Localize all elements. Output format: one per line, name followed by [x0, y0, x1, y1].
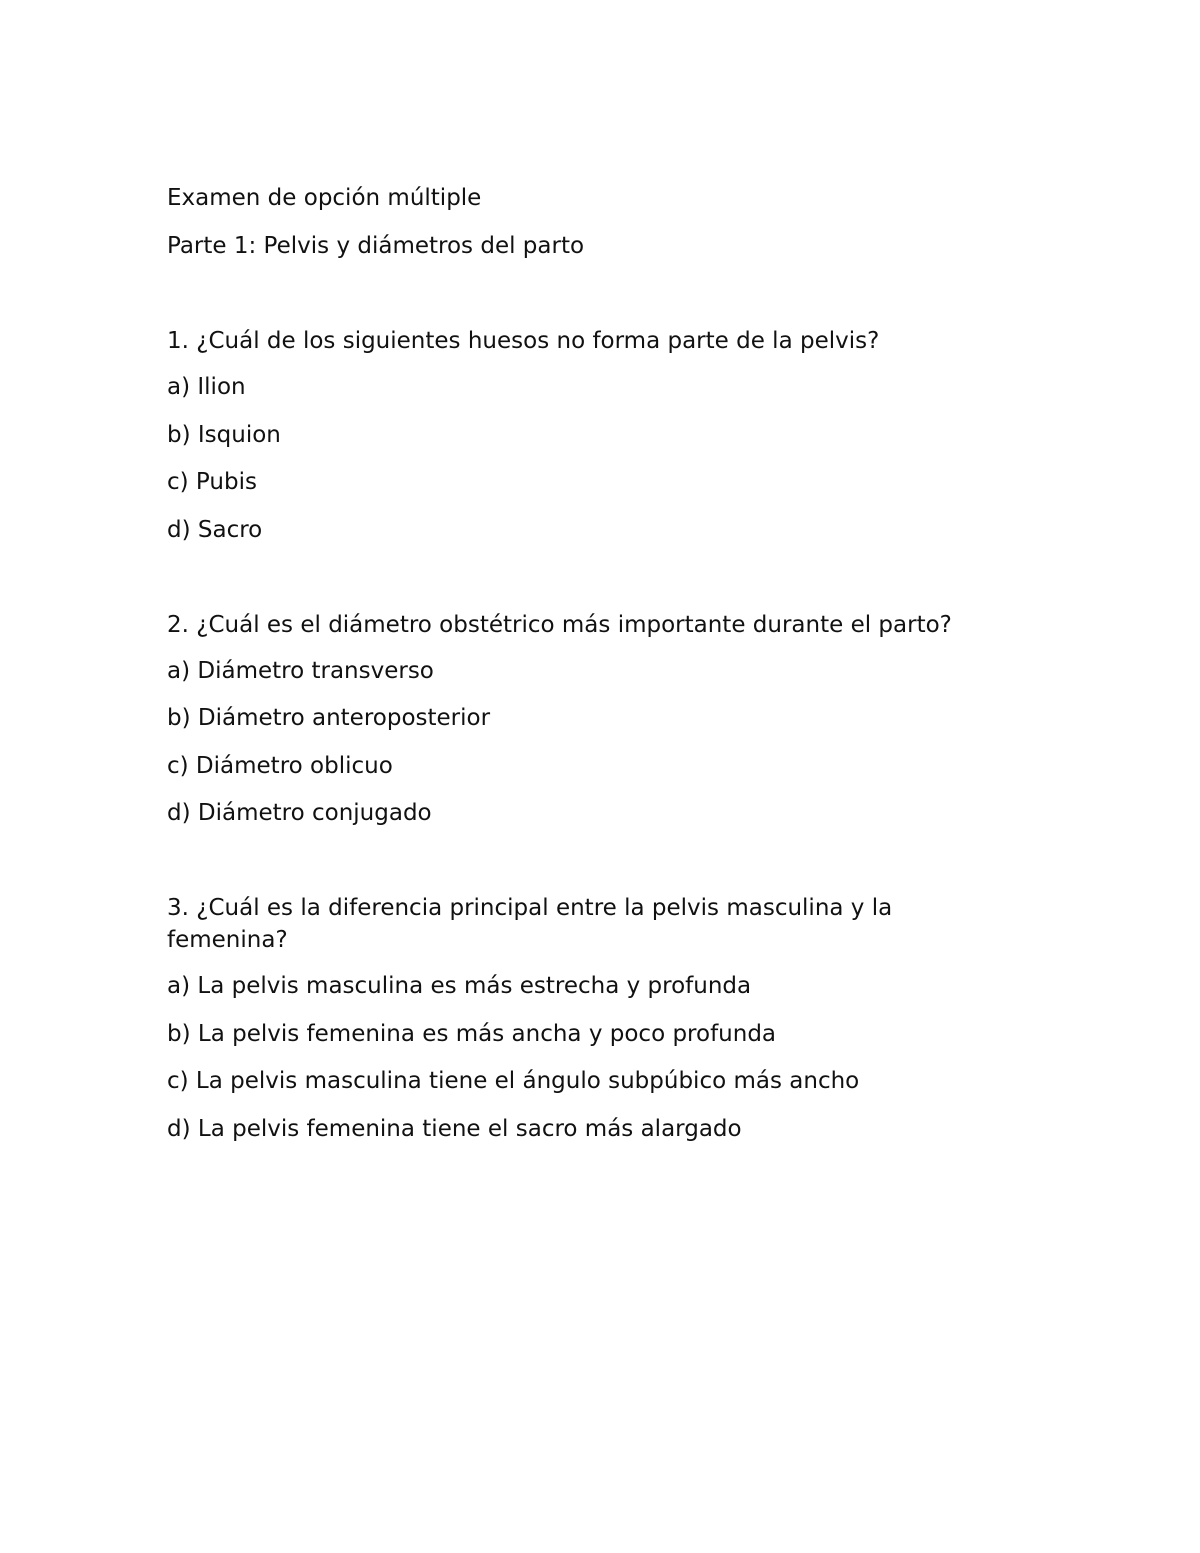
- option-d: d) Diámetro conjugado: [167, 800, 432, 826]
- question-2: [167, 609, 967, 830]
- question-text: 2. ¿Cuál es el diámetro obstétrico más importante durante el parto?: [167, 611, 952, 638]
- option-a: a) La pelvis masculina es más estrecha y profunda: [167, 973, 752, 999]
- document-subtitle: Parte 1: Pelvis y diámetros del parto: [167, 233, 585, 259]
- option-d: d) La pelvis femenina tiene el sacro más alargado: [167, 1115, 742, 1142]
- option-d: d) Sacro: [167, 516, 263, 543]
- option-c: c) Pubis: [167, 469, 257, 495]
- question-text: 1. ¿Cuál de los siguientes huesos no forma parte de la pelvis?: [167, 328, 880, 354]
- document-title: Examen de opción múltiple: [167, 185, 482, 211]
- option-a: a) Ilion: [167, 374, 246, 400]
- question-1: [167, 325, 967, 546]
- option-c: c) Diámetro oblicuo: [167, 752, 393, 779]
- option-b: b) Isquion: [167, 421, 281, 448]
- question-3: [167, 892, 967, 1145]
- option-a: a) Diámetro transverso: [167, 657, 434, 684]
- option-b: b) Diámetro anteroposterior: [167, 705, 491, 731]
- option-c: c) La pelvis masculina tiene el ángulo subpúbico más ancho: [167, 1068, 860, 1094]
- document-page: [167, 182, 967, 1208]
- option-b: b) La pelvis femenina es más ancha y poco profunda: [167, 1020, 777, 1047]
- question-text: 3. ¿Cuál es la diferencia principal entre la pelvis masculina y la femenina?: [167, 895, 893, 953]
